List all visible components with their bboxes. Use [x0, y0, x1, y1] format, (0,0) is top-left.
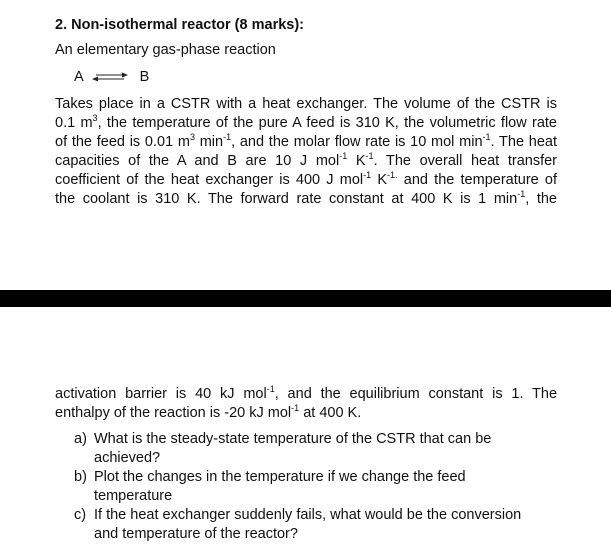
text-run: , and the equilibrium constant is 1. The: [274, 386, 558, 402]
text-run: enthalpy of the reaction is -20 kJ mol: [55, 405, 292, 421]
text-run: . The heat: [490, 134, 557, 150]
text-run: 0.1 m: [55, 115, 93, 131]
text-run: , and the molar flow rate is 10 mol min: [231, 134, 483, 150]
question-item: [74, 430, 554, 468]
para2-line: [55, 385, 557, 404]
superscript: -1: [365, 151, 374, 161]
superscript: 3: [92, 113, 98, 123]
superscript: 3: [189, 132, 195, 142]
text-run: at 400 K.: [299, 405, 362, 421]
question-letter: b): [74, 469, 87, 485]
question-heading: 2. Non-isothermal reactor (8 marks):: [55, 17, 304, 33]
text-run: temperature: [94, 488, 173, 504]
intro-text: An elementary gas-phase reaction: [55, 42, 276, 58]
text-run: If the heat exchanger suddenly fails, what would be the conversion: [94, 507, 522, 523]
problem-paragraph-1: [55, 95, 557, 209]
question-text: [94, 506, 554, 544]
equilibrium-arrow-icon: [90, 72, 130, 82]
para1-line: [55, 152, 557, 171]
text-run: coefficient of the heat exchanger is 400 J mol: [55, 172, 364, 188]
question-list: [74, 430, 554, 544]
superscript: -1: [363, 170, 372, 180]
text-run: achieved?: [94, 450, 161, 466]
text-run: Takes place in a CSTR with a heat exchanger. The volume of the CSTR is: [55, 96, 557, 112]
question-text: [94, 430, 554, 468]
superscript: -1: [482, 132, 491, 142]
superscript: -1: [517, 189, 526, 199]
para1-line: [55, 114, 557, 133]
question-item: [74, 506, 554, 544]
para1-line: [55, 171, 557, 190]
superscript: -1: [291, 403, 300, 413]
text-run: , the: [525, 191, 557, 207]
text-run: capacities of the A and B are 10 J mol: [55, 153, 340, 169]
superscript: -1: [339, 151, 348, 161]
reaction-equation: [74, 69, 149, 85]
text-run: activation barrier is 40 kJ mol: [55, 386, 267, 402]
text-run: K: [347, 153, 366, 169]
question-text: [94, 468, 554, 506]
text-run: and temperature of the reactor?: [94, 526, 298, 542]
text-run: , the temperature of the pure A feed is 310 K, the volumetric flow rate: [97, 115, 558, 131]
reactant-label: A: [74, 69, 84, 85]
text-run: of the feed is 0.01 m: [55, 134, 190, 150]
text-run: min: [194, 134, 224, 150]
text-run: . The overall heat transfer: [373, 153, 557, 169]
text-run: What is the steady-state temperature of the CSTR that can be: [94, 431, 492, 447]
text-run: the coolant is 310 K. The forward rate constant at 400 K is 1 min: [55, 191, 518, 207]
question-letter: a): [74, 431, 87, 447]
product-label: B: [139, 69, 150, 85]
para1-line: [55, 133, 557, 152]
para1-line: [55, 95, 557, 114]
para1-line: [55, 190, 557, 209]
superscript: -1.: [387, 170, 398, 180]
text-run: K: [371, 172, 388, 188]
text-run: and the temperature of: [397, 172, 558, 188]
page-break-bar: [0, 290, 611, 307]
text-run: Plot the changes in the temperature if we change the feed: [94, 469, 466, 485]
question-item: [74, 468, 554, 506]
para2-line: [55, 404, 557, 423]
superscript: -1: [266, 384, 275, 394]
problem-paragraph-2: [55, 385, 557, 423]
superscript: -1: [223, 132, 232, 142]
question-letter: c): [74, 507, 87, 523]
